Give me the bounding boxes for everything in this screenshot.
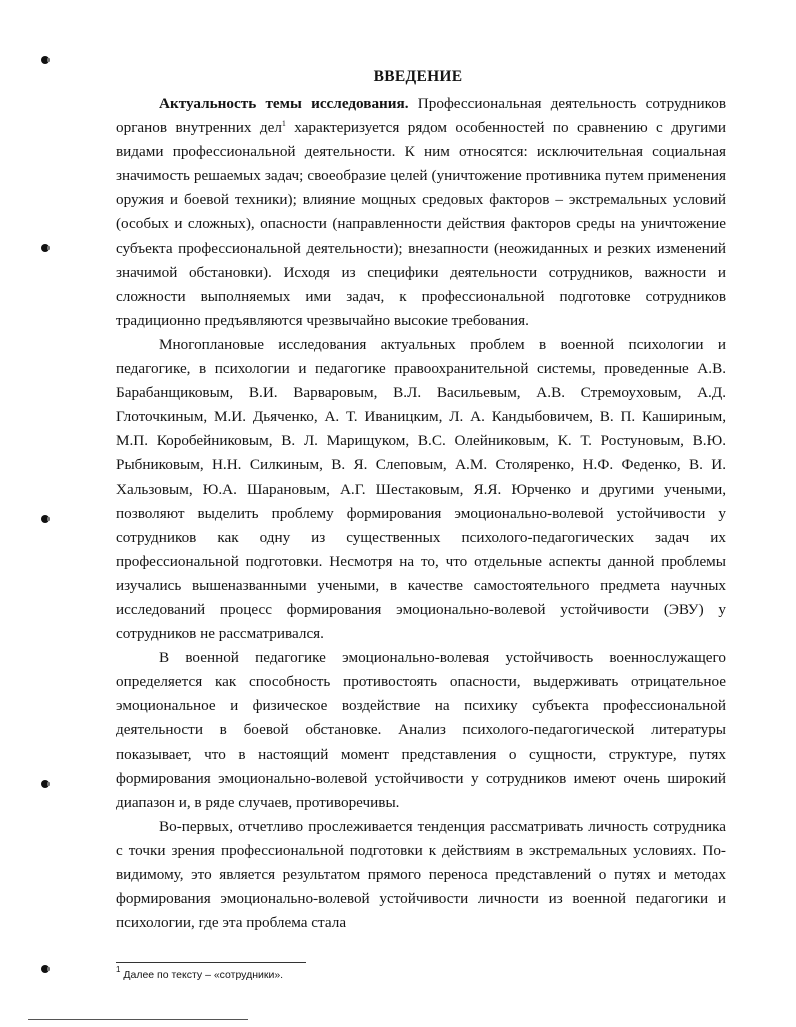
page-bottom-line (28, 1019, 248, 1020)
paragraph-firstly: Во-первых, отчетливо прослеживается тенденция рассматривать личность сотрудника с точки зрения профессиональной подготовки к действиям в экстремальных условиях. По-видимому, это является результатом прямого переноса представлений о путях и методах формирования эмоционально-волевой устойчивости личности из военной педагогики и психологии, где эта проблема стала (116, 817, 726, 932)
body-text (116, 92, 726, 935)
paragraph-text: характеризуется рядом особенностей по сравнению с другими видами профессиональной деятельности. К ним относятся: исключительная социальная значимость решаемых задач; своеобразие целей (уничтожение противника путем применения оружия и боевой техники); влияние мощных средовых факторов – экстремальных условий (особых и сложных), опасности (направленности действия факторов среды на уничтожение субъекта профессиональной деятельности); внезапности (неожиданных и резких изменений значимой обстановки). Исходя из специфики деятельности сотрудников, важности и сложности выполняемых ими задач, к профессиональной подготовке сотрудников традиционно предъявляются чрезвычайно высокие требования. (116, 119, 726, 329)
binding-hole-mark (41, 56, 49, 64)
relevance-lead: Актуальность темы исследования. (159, 95, 409, 112)
paragraph-relevance (116, 92, 726, 333)
binding-hole-mark (41, 244, 49, 252)
footnote-text: Далее по тексту – «сотрудники». (120, 969, 284, 981)
binding-hole-mark (41, 515, 49, 523)
footnote-marker: 1 (116, 965, 121, 974)
paragraph-text: Профессиональная деятельность сотрудников органов внутренних дел (116, 95, 726, 137)
paragraph-research: Многоплановые исследования актуальных проблем в военной психологии и педагогике, в психологии и педагогике правоохранительной системы, проведенные А.В. Барабанщиковым, В.И. Варваровым, В.Л. Васильевым, А.В. Стремоуховым, А.Д. Глоточкиным, М.И. Дьяченко, А. Т. Иваницким, Л. А. Кандыбовичем, В. П. Кашириным, М.П. Коробейниковым, В. Л. Марищуком, В.С. Олейниковым, К. Т. Ростуновым, В.Ю. Рыбниковым, Н.Н. Силкиным, В. Я. Слеповым, А.М. Столяренко, Н.Ф. Феденко, В. И. Хальзовым, Ю.А. Шарановым, А.Г. Шестаковым, Я.Я. Юрченко и другими учеными, позволяют выделить проблему формирования эмоционально-волевой устойчивости у сотрудников как одну из существенных психолого-педагогических задач их профессиональной подготовки. Несмотря на то, что отдельные аспекты данной проблемы изучались вышеназванными учеными, в качестве самостоятельного предмета научных исследований процесс формирования эмоционально-волевой устойчивости (ЭВУ) у сотрудников не рассматривался. (116, 335, 726, 643)
footnote (116, 965, 284, 981)
paragraph-military-pedagogy: В военной педагогике эмоционально-волевая устойчивость военнослужащего определяется как способность противостоять опасности, выдерживать отрицательное эмоциональное и физическое воздействие на психику субъекта профессиональной деятельности в боевой обстановке. Анализ психолого-педагогической литературы показывает, что в настоящий момент представления о сущности, структуре, путях формирования эмоционально-волевой устойчивости у сотрудников имеют очень широкий диапазон и, в ряде случаев, противоречивы. (116, 649, 726, 811)
footnote-divider (116, 962, 306, 963)
footnote-reference: 1 (281, 119, 286, 129)
binding-hole-mark (41, 965, 49, 973)
page-title: ВВЕДЕНИЕ (373, 68, 463, 85)
binding-hole-mark (41, 780, 49, 788)
